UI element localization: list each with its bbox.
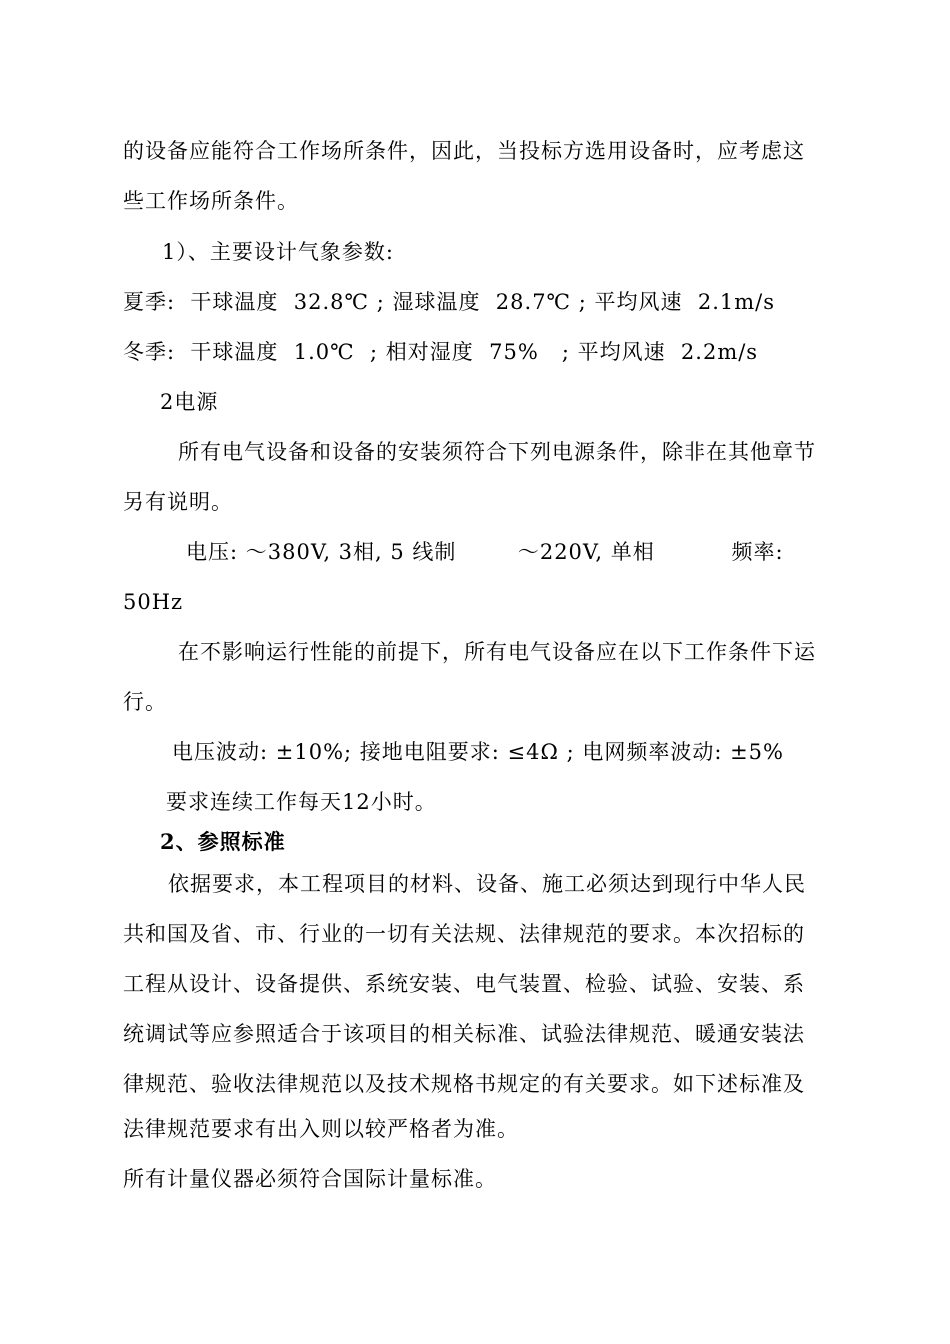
section-heading: 1）、主要设计气象参数: bbox=[162, 240, 394, 264]
paragraph-line: 所有计量仪器必须符合国际计量标准。 bbox=[123, 1167, 497, 1191]
paragraph-line: 在不影响运行性能的前提下，所有电气设备应在以下工作条件下运 bbox=[178, 640, 816, 664]
paragraph-line: 工程从设计、设备提供、系统安装、电气装置、检验、试验、安装、系 bbox=[123, 972, 805, 996]
paragraph-line: 行。 bbox=[123, 690, 167, 714]
paragraph-line: 律规范、验收法律规范以及技术规格书规定的有关要求。如下述标准及 bbox=[123, 1072, 805, 1096]
paragraph-line: 共和国及省、市、行业的一切有关法规、法律规范的要求。本次招标的 bbox=[123, 922, 805, 946]
winter-parameters-line: 冬季: 干球温度 1.0℃ ; 相对湿度 75% ; 平均风速 2.2m/s bbox=[123, 340, 759, 364]
paragraph-line: 所有电气设备和设备的安装须符合下列电源条件，除非在其他章节 bbox=[178, 440, 816, 464]
summer-parameters-line: 夏季: 干球温度 32.8℃ ; 湿球温度 28.7℃ ; 平均风速 2.1m/s bbox=[123, 290, 775, 314]
section-heading: 2电源 bbox=[160, 390, 219, 414]
paragraph-line: 要求连续工作每天12小时。 bbox=[166, 790, 437, 814]
paragraph-line: 统调试等应参照适合于该项目的相关标准、试验法律规范、暖通安装法 bbox=[123, 1022, 805, 1046]
paragraph-line: 的设备应能符合工作场所条件，因此，当投标方选用设备时，应考虑这 bbox=[123, 139, 805, 163]
paragraph-line: 些工作场所条件。 bbox=[123, 189, 299, 213]
paragraph-line: 法律规范要求有出入则以较严格者为准。 bbox=[123, 1117, 519, 1141]
section-heading: 2、参照标准 bbox=[160, 829, 286, 854]
conditions-line: 电压波动: ±10%; 接地电阻要求: ≤4Ω ; 电网频率波动: ±5% bbox=[172, 740, 784, 764]
voltage-line: 电压: ～380V, 3相, 5 线制 ～220V, 单相 频率: bbox=[186, 540, 784, 564]
frequency-line: 50Hz bbox=[123, 590, 184, 614]
paragraph-line: 另有说明。 bbox=[123, 490, 233, 514]
paragraph-line: 依据要求，本工程项目的材料、设备、施工必须达到现行中华人民 bbox=[168, 872, 806, 896]
